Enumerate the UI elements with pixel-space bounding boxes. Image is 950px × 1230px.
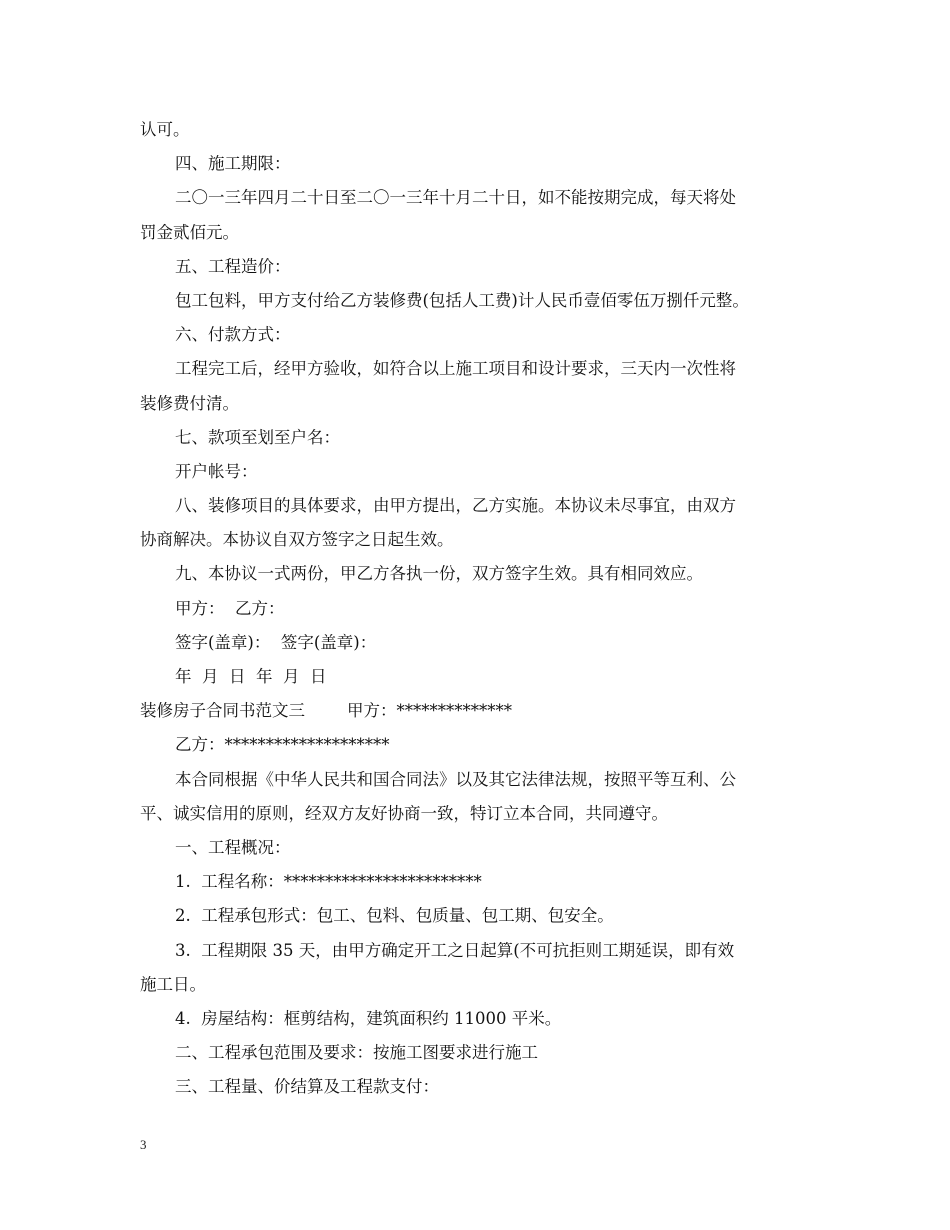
text-line: 三、工程量、价结算及工程款支付： bbox=[175, 1077, 439, 1097]
text-line: 二、工程承包范围及要求：按施工图要求进行施工 bbox=[175, 1043, 538, 1063]
text-line: 开户帐号： bbox=[175, 461, 258, 481]
text-line: 二〇一三年四月二十日至二〇一三年十月二十日，如不能按期完成，每天将处 bbox=[175, 188, 736, 208]
text-line: 4. 房屋结构：框剪结构，建筑面积约 11000 平米。 bbox=[175, 1008, 562, 1028]
text-line: 装修房子合同书范文三 甲方：************** bbox=[140, 701, 512, 721]
text-line: 装修费付清。 bbox=[140, 393, 239, 413]
text-line: 协商解决。本协议自双方签字之日起生效。 bbox=[140, 530, 454, 550]
text-line: 2. 工程承包形式：包工、包料、包质量、包工期、包安全。 bbox=[175, 906, 614, 926]
page-number: 3 bbox=[140, 1137, 147, 1152]
text-line: 甲方： 乙方： bbox=[175, 598, 285, 618]
text-line: 3. 工程期限 35 天，由甲方确定开工之日起算(不可抗拒则工期延误，即有效 bbox=[175, 940, 735, 960]
text-line: 认可。 bbox=[140, 120, 190, 139]
text-line: 平、诚实信用的原则，经双方友好协商一致，特订立本合同，共同遵守。 bbox=[140, 803, 668, 823]
text-line: 包工包料，甲方支付给乙方装修费(包括人工费)计人民币壹佰零伍万捌仟元整。 bbox=[175, 290, 749, 310]
text-line: 四、施工期限： bbox=[175, 154, 291, 174]
text-line: 1. 工程名称：************************ bbox=[175, 872, 482, 892]
text-line: 施工日。 bbox=[140, 974, 206, 994]
text-line: 年 月 日 年 月 日 bbox=[175, 667, 327, 686]
text-line: 签字(盖章)： 签字(盖章)： bbox=[175, 632, 377, 652]
text-line: 本合同根据《中华人民共和国合同法》以及其它法律法规，按照平等互利、公 bbox=[175, 769, 736, 789]
text-line: 工程完工后，经甲方验收，如符合以上施工项目和设计要求，三天内一次性将 bbox=[175, 359, 736, 379]
text-line: 五、工程造价： bbox=[175, 256, 291, 276]
text-line: 六、付款方式： bbox=[175, 325, 291, 345]
text-line: 九、本协议一式两份，甲乙方各执一份，双方签字生效。具有相同效应。 bbox=[175, 564, 703, 584]
text-line: 乙方：******************** bbox=[175, 735, 390, 755]
text-line: 八、装修项目的具体要求，由甲方提出，乙方实施。本协议未尽事宜，由双方 bbox=[175, 496, 736, 516]
document-body bbox=[140, 113, 820, 1104]
text-line: 七、款项至划至户名： bbox=[175, 427, 340, 447]
text-line: 罚金贰佰元。 bbox=[140, 222, 239, 242]
text-line: 一、工程概况： bbox=[175, 837, 291, 857]
